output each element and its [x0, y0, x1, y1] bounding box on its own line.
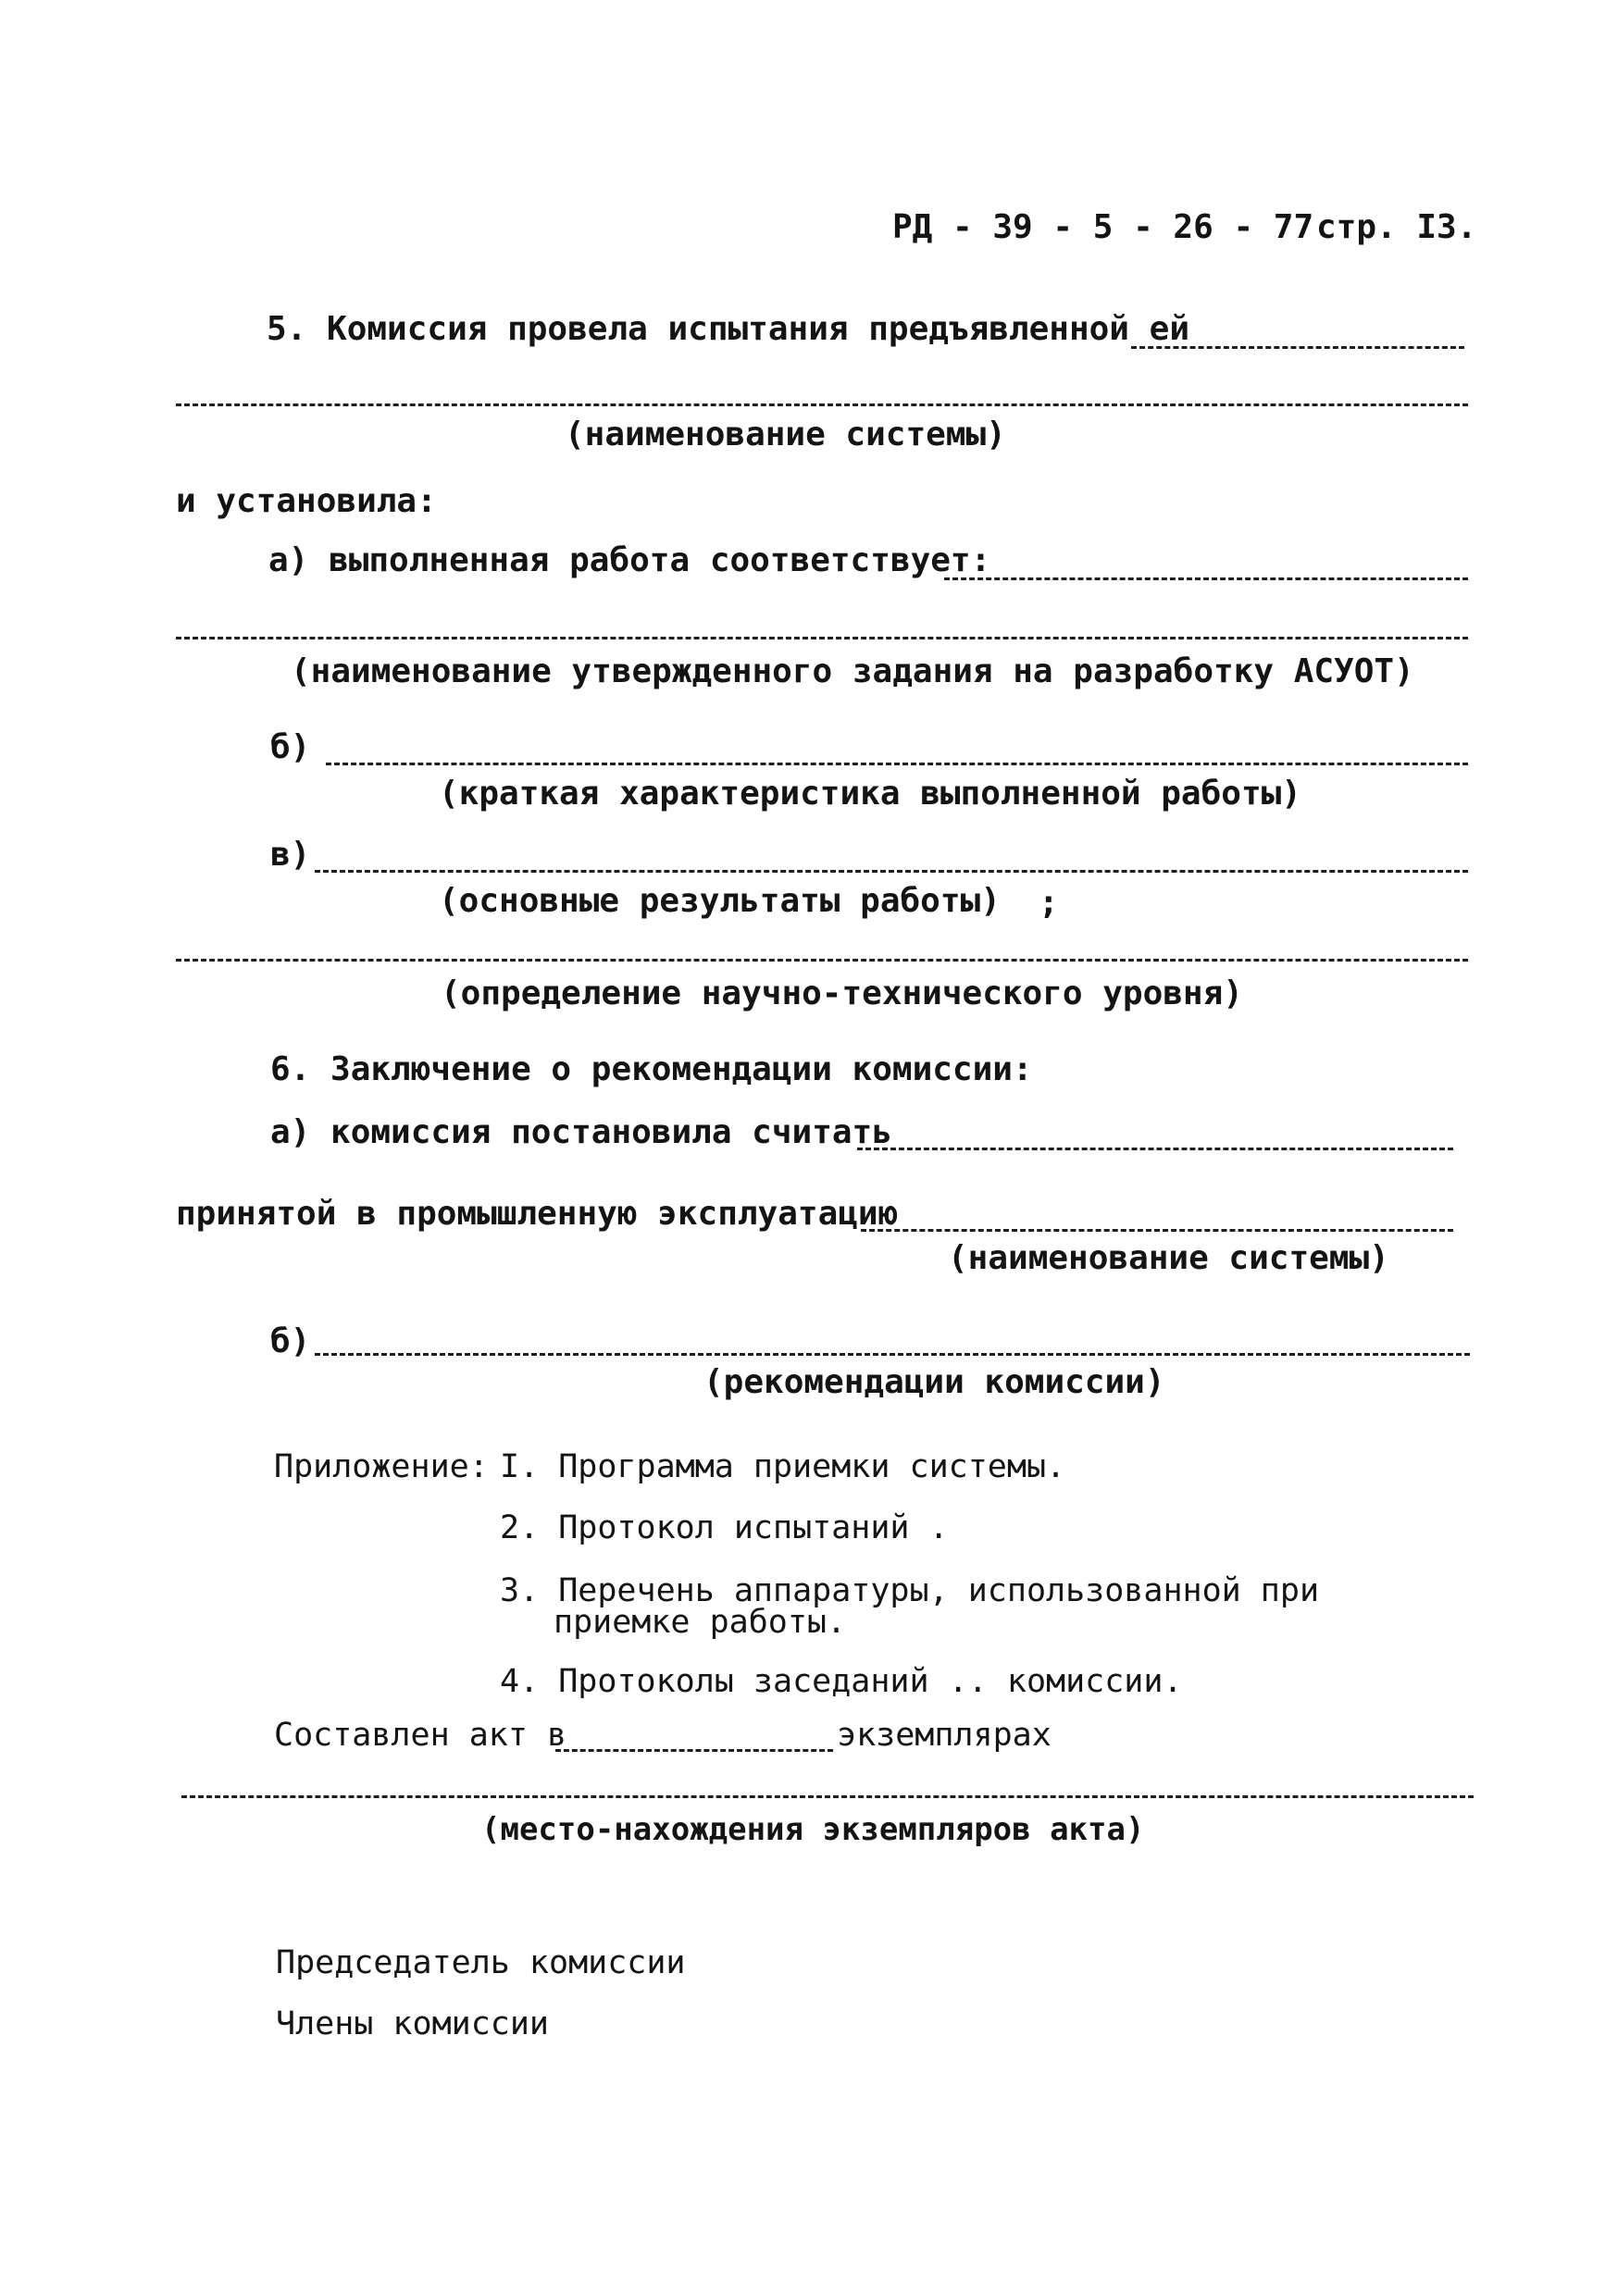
attachments-label: Приложение: — [274, 1448, 489, 1485]
document-reference: РД - 39 - 5 - 26 - 77 — [892, 208, 1314, 246]
item-b-label: б) — [270, 728, 311, 766]
chairman-label: Председатель комиссии — [276, 1944, 686, 1981]
level-caption: (определение научно-технического уровня) — [441, 974, 1243, 1012]
established-label: и установила: — [176, 482, 437, 520]
section-6-b-field[interactable] — [315, 1353, 1470, 1356]
item-a-field-line2[interactable] — [176, 637, 1468, 639]
attachment-item: 3. Перечень аппаратуры, использованной при — [500, 1572, 1320, 1609]
section-5-intro: 5. Комиссия провела испытания предъявленной ей — [267, 310, 1189, 348]
accepted-system-caption: (наименование системы) — [948, 1239, 1389, 1277]
section-6-a-label: а) комиссия постановила считать — [270, 1113, 892, 1151]
copies-location-caption: (место-нахождения экземпляров акта) — [481, 1811, 1145, 1848]
copies-location-field[interactable] — [181, 1795, 1474, 1798]
accepted-system-field[interactable] — [861, 1229, 1453, 1232]
system-name-field[interactable] — [1131, 346, 1464, 349]
section-6-a-field[interactable] — [857, 1148, 1453, 1150]
section-6-b-label: б) — [270, 1322, 311, 1360]
item-v-caption: (основные результаты работы) — [439, 882, 1001, 920]
item-a-label: а) выполненная работа соответствует: — [268, 541, 991, 579]
attachment-item: I. Программа приемки системы. — [500, 1448, 1066, 1485]
system-name-field-line2[interactable] — [176, 403, 1468, 406]
item-v-label: в) — [270, 836, 311, 874]
copies-prefix: Составлен акт в — [274, 1717, 567, 1754]
attachment-item-continuation: приемке работы. — [554, 1604, 847, 1641]
system-name-caption: (наименование системы) — [565, 416, 1006, 453]
item-b-field[interactable] — [326, 763, 1468, 765]
attachment-item: 4. Протоколы заседаний .. комиссии. — [500, 1663, 1183, 1700]
item-v-field[interactable] — [315, 870, 1468, 873]
copies-count-field[interactable] — [555, 1749, 833, 1752]
page-number: стр. I3. — [1316, 208, 1477, 246]
item-a-field[interactable] — [944, 577, 1468, 580]
level-field[interactable] — [176, 959, 1468, 962]
copies-suffix: экземплярах — [837, 1717, 1052, 1754]
item-a-caption: (наименование утвержденного задания на разработку АСУОТ) — [291, 652, 1414, 690]
section-6-title: 6. Заключение о рекомендации комиссии: — [270, 1050, 1033, 1088]
item-b-caption: (краткая характеристика выполненной работы) — [439, 775, 1301, 813]
section-6-b-caption: (рекомендации комиссии) — [703, 1363, 1165, 1401]
attachment-item: 2. Протокол испытаний . — [500, 1509, 949, 1546]
accepted-label: принятой в промышленную эксплуатацию — [176, 1195, 899, 1233]
members-label: Члены комиссии — [276, 2005, 550, 2042]
item-v-mark: ; — [1039, 884, 1059, 922]
